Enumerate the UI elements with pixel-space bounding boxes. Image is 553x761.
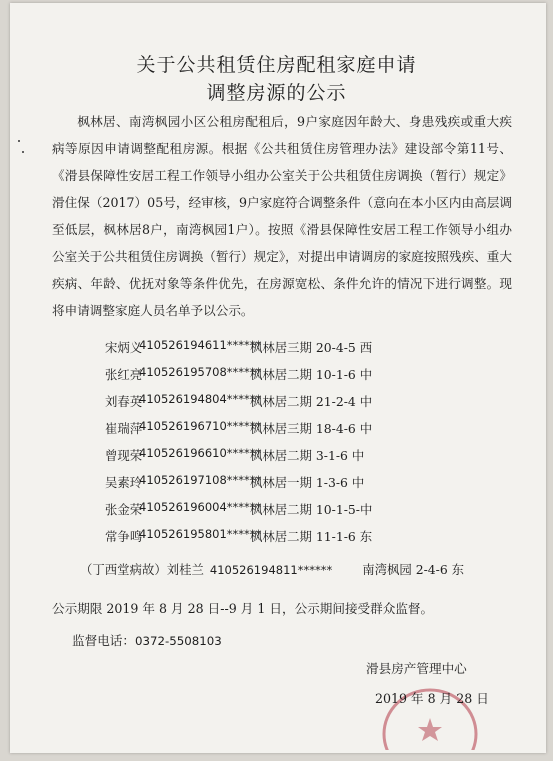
supervision-phone (72, 630, 222, 649)
applicant-address: 枫林居二期 10-1-5-中 (250, 502, 373, 517)
applicant-address: 枫林居二期 3-1-6 中 (250, 448, 365, 463)
applicant-name: 崔瑞萍 (105, 421, 143, 436)
special-applicant-row (80, 560, 464, 578)
applicant-id: 410526194804****** (139, 392, 262, 406)
applicant-address: 枫林居一期 1-3-6 中 (250, 475, 365, 490)
issuing-organization: 滑县房产管理中心 (366, 661, 467, 676)
applicant-name: 吴素玲 (105, 475, 143, 490)
scan-speck (22, 151, 24, 153)
applicant-id: 410526197108****** (139, 473, 262, 487)
applicant-address: 枫林居三期 18-4-6 中 (250, 421, 373, 436)
title-line-1: 关于公共租赁住房配租家庭申请 (136, 54, 417, 76)
body-paragraph: 枫林居、南湾枫园小区公租房配租后，9户家庭因年龄大、身患残疾或重大疾病等原因申请调整配租房源。根据《公共租赁住房管理办法》建设部令第11号、《滑县保障性安居工程工作领导小组办公室关于公共租赁住房调换（暂行）规定》滑住保（2017）05号，经审核，9户家庭符合调整条件（意向在本小区内由高层调至低层，枫林居8户，南湾枫园1户）。按照《滑县保障性安居工程工作领导小组办公室关于公共租赁住房调换（暂行）规定》，对提出申请调房的家庭按照残疾、重大疾病、年龄、优抚对象等条件优先，在房源宽松、条件允许的情况下进行调整。现将申请调整家庭人员名单予以公示。 (52, 114, 512, 318)
applicant-address: 枫林居三期 20-4-5 西 (250, 340, 373, 355)
applicant-address: 枫林居二期 10-1-6 中 (250, 367, 373, 382)
applicant-name: 张红亮 (105, 367, 143, 382)
applicant-name: 常争鸣 (105, 529, 143, 544)
applicant-id: 410526194611****** (139, 338, 262, 352)
notice-period: 公示期限 2019 年 8 月 28 日--9 月 1 日，公示期间接受群众监督。 (52, 601, 434, 616)
phone-number: 0372-5508103 (134, 634, 222, 648)
applicant-name: 张金荣 (105, 502, 143, 517)
special-applicant-id: 410526194811****** (209, 563, 333, 577)
special-applicant-note: （丁西堂病故）刘桂兰 (80, 562, 204, 577)
applicant-name: 曾现荣 (105, 448, 143, 463)
official-seal-icon (370, 670, 482, 750)
applicant-id: 410526196610****** (139, 446, 262, 460)
applicant-name: 刘春英 (105, 394, 143, 409)
applicant-address: 枫林居二期 11-1-6 东 (250, 529, 373, 544)
applicant-address: 枫林居二期 21-2-4 中 (250, 394, 373, 409)
special-applicant-address: 南湾枫园 2-4-6 东 (362, 562, 465, 577)
applicant-id: 410526195708****** (139, 365, 262, 379)
applicant-name: 宋炳义 (105, 340, 143, 355)
applicant-id: 410526195801****** (139, 527, 262, 541)
applicant-id: 410526196004****** (139, 500, 262, 514)
scan-speck (18, 140, 20, 142)
applicant-id: 410526196710****** (139, 419, 262, 433)
issue-date: 2019 年 8 月 28 日 (375, 691, 489, 706)
title-line-2: 调整房源的公示 (206, 82, 347, 104)
phone-label: 监督电话： (72, 633, 135, 648)
